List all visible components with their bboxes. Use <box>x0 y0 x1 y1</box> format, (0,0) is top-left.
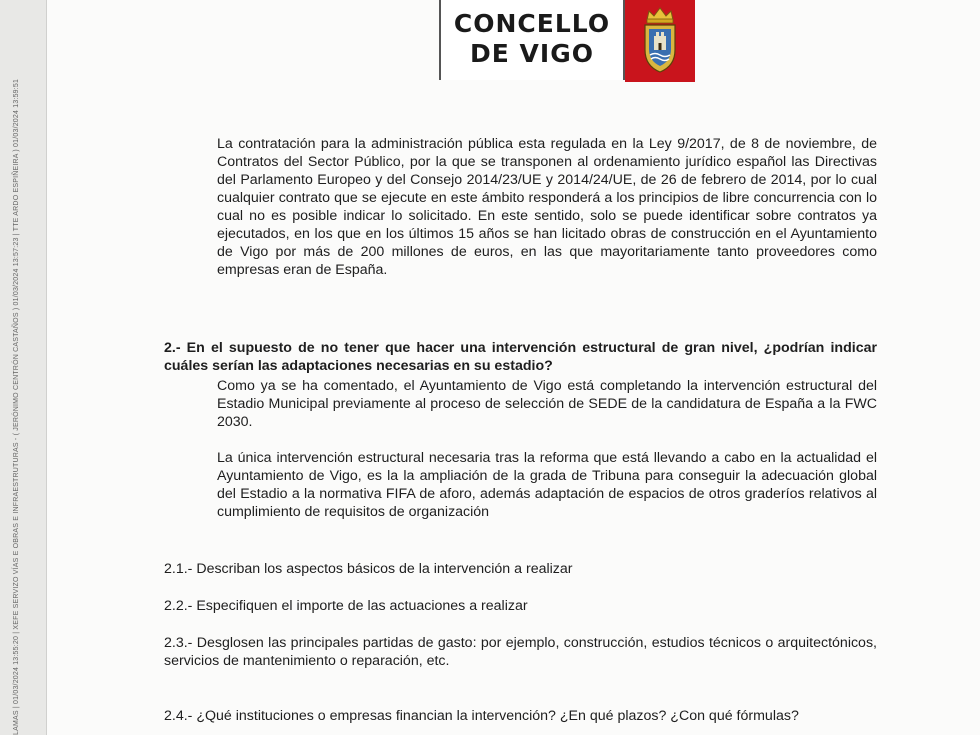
coat-of-arms-icon <box>625 0 695 82</box>
question-2-4: 2.4.- ¿Qué instituciones o empresas financian la intervención? ¿En qué plazos? ¿Con qué fórmulas? <box>164 708 799 724</box>
question-2-3: 2.3.- Desglosen las principales partidas de gasto: por ejemplo, construcción, estudios técnicos o arquitectónicos, servicios de mantenimiento o reparación, etc. <box>164 635 877 669</box>
logo-wordmark <box>439 0 625 80</box>
signature-stamp-text: LAMAS | 01/03/2024 13:55:20 | XEFE SERVIZO VÍAS E OBRAS E INFRAESTRUTURAS - ( JERÓNIMO CENTRÓN CASTAÑOS ) 01/03/2024 13:57:23 | TTE ARDO ESPIÑEIRA ) 01/03/2024 13:59:51 <box>13 78 20 735</box>
logo-line-2: DE VIGO <box>470 39 594 68</box>
answer-2-paragraph-2: La única intervención estructural necesaria tras la reforma que está llevando a cabo en la actualidad el Ayuntamiento de Vigo, es la la ampliación de la grada de Tribuna para conseguir la adecuación global del Estadio a la normativa FIFA de aforo, además adaptación de espacios de otros graderíos relativos al cumplimiento de requisitos de organización <box>217 450 877 520</box>
logo-line-1: CONCELLO <box>453 9 611 38</box>
concello-de-vigo-logo <box>439 0 697 82</box>
signature-margin <box>0 0 47 735</box>
document-page <box>47 0 980 735</box>
question-2-2: 2.2.- Especifiquen el importe de las actuaciones a realizar <box>164 598 528 614</box>
intro-paragraph: La contratación para la administración pública esta regulada en la Ley 9/2017, de 8 de noviembre, de Contratos del Sector Público, por la que se transponen al ordenamiento jurídico español las Directivas del Parlamento Europeo y del Consejo 2014/23/UE y 2014/24/UE, de 26 de febrero de 2014, por lo cual cualquier contrato que se ejecute en este ámbito responderá a los principios de libre concurrencia con lo cual no es posible indicar lo solicitado. En este sentido, solo se puede identificar sobre contratos ya ejecutados, en los que en los últimos 15 años se han licitado obras de construcción en el Ayuntamiento de Vigo por más de 200 millones de euros, en las que mayoritariamente tanto proveedores como empresas eran de España. <box>217 136 877 278</box>
question-2-heading: 2.- En el supuesto de no tener que hacer una intervención estructural de gran nivel, ¿podrían indicar cuáles serían las adaptaciones necesarias en su estadio? <box>164 340 877 374</box>
answer-2-paragraph-1: Como ya se ha comentado, el Ayuntamiento de Vigo está completando la intervención estructural del Estadio Municipal previamente al proceso de selección de SEDE de la candidatura de España a la FWC 2030. <box>217 378 877 430</box>
question-2-1: 2.1.- Describan los aspectos básicos de la intervención a realizar <box>164 561 573 577</box>
